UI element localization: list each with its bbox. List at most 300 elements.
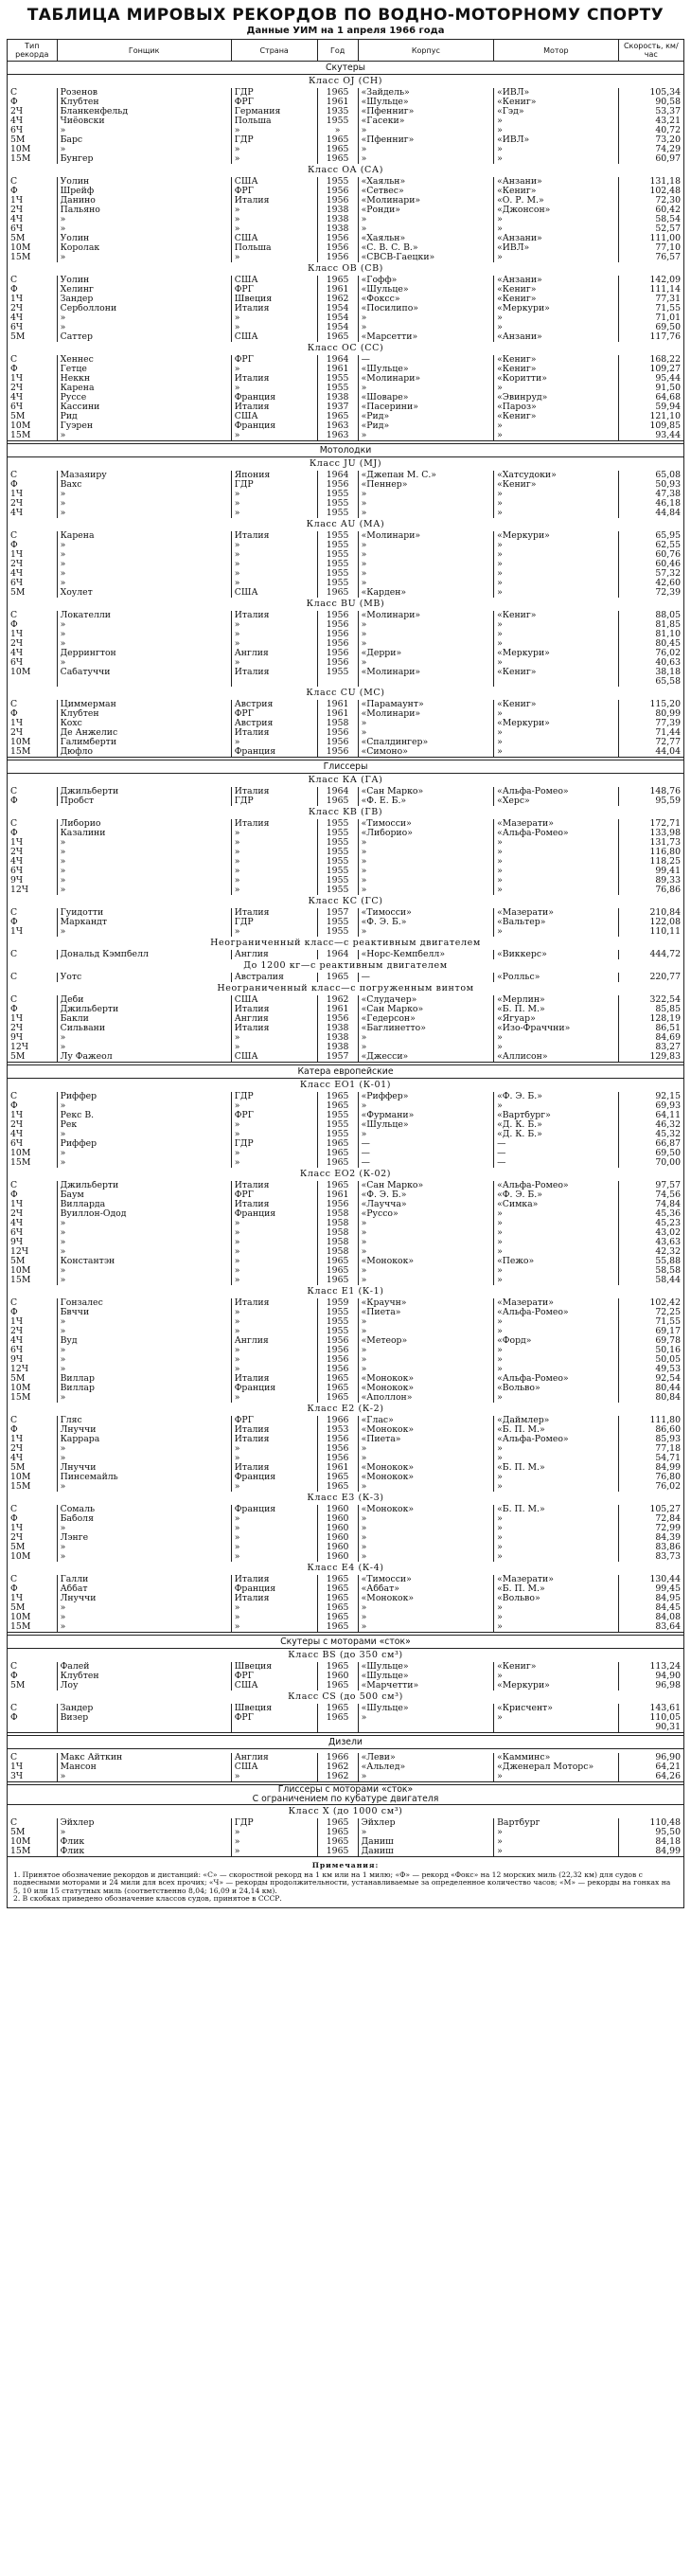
class-title: Класс EO2 (К-02) — [8, 1168, 684, 1181]
cell-speed: 84,69 — [618, 1033, 683, 1043]
cell-motor: — — [494, 1139, 619, 1149]
cell-country: » — [231, 490, 317, 499]
cell-motor: «Анзани» — [494, 177, 619, 187]
class-header — [8, 1805, 684, 1819]
cell-speed: 115,20 — [618, 700, 683, 709]
cell-country: Италия — [231, 1575, 317, 1584]
cell-hull: » — [358, 541, 493, 550]
cell-country: Италия — [231, 1374, 317, 1384]
cell-year: 1965 — [317, 88, 358, 98]
cell-year: 1965 — [317, 145, 358, 154]
cell-speed: 81,10 — [618, 630, 683, 639]
cell-country: США — [231, 276, 317, 285]
cell-hull: » — [358, 1613, 493, 1622]
class-header — [8, 75, 684, 89]
cell-record-type: 10М — [8, 1613, 58, 1622]
cell-motor: — — [494, 1158, 619, 1168]
cell-racer: Вилларда — [57, 1200, 231, 1209]
cell-country: Франция — [231, 1209, 317, 1219]
cell-motor: «Ф. Э. Б.» — [494, 1190, 619, 1200]
cell-year: 1965 — [317, 1828, 358, 1837]
cell-racer: Хелинг — [57, 285, 231, 295]
cell-motor: «Альфа-Ромео» — [494, 1435, 619, 1444]
cell-speed: 65,58 — [618, 677, 683, 687]
cell-country: » — [231, 499, 317, 509]
cell-motor: » — [494, 313, 619, 323]
cell-year: 1955 — [317, 819, 358, 829]
cell-record-type: Ф — [8, 918, 58, 927]
table-row — [8, 1662, 684, 1672]
cell-motor: » — [494, 1209, 619, 1219]
cell-motor: «Меркури» — [494, 304, 619, 313]
cell-motor: «Альфа-Ромео» — [494, 1308, 619, 1317]
cell-hull: «Тимосси» — [358, 819, 493, 829]
cell-year: 1955 — [317, 579, 358, 588]
cell-speed: 86,51 — [618, 1024, 683, 1033]
cell-motor: » — [494, 1672, 619, 1681]
cell-year: 1956 — [317, 1200, 358, 1209]
cell-speed: 64,11 — [618, 1111, 683, 1120]
class-title: Класс BS (до 350 см³) — [8, 1649, 684, 1663]
cell-record-type: С — [8, 355, 58, 365]
cell-motor: » — [494, 1317, 619, 1327]
cell-speed: 71,44 — [618, 728, 683, 738]
cell-year: 1956 — [317, 196, 358, 206]
cell-country: Франция — [231, 1384, 317, 1393]
table-row — [8, 1043, 684, 1052]
table-row — [8, 1444, 684, 1454]
table-row — [8, 1594, 684, 1603]
cell-year: 1955 — [317, 848, 358, 857]
cell-hull: — — [358, 1139, 493, 1149]
cell-motor: » — [494, 1533, 619, 1543]
cell-record-type: С — [8, 1181, 58, 1190]
cell-hull: » — [358, 313, 493, 323]
cell-racer: » — [57, 509, 231, 518]
cell-racer: » — [57, 1524, 231, 1533]
cell-year — [317, 1723, 358, 1733]
cell-record-type: С — [8, 787, 58, 796]
cell-racer: » — [57, 639, 231, 649]
cell-racer: » — [57, 1603, 231, 1613]
cell-country: ФРГ — [231, 285, 317, 295]
cell-hull: «Пеннер» — [358, 480, 493, 490]
cell-country: » — [231, 126, 317, 135]
cell-record-type: С — [8, 1753, 58, 1762]
cell-speed: 168,22 — [618, 355, 683, 365]
note-2: 2. В скобках приведено обозначение классов судов, принятое в СССР. — [13, 1894, 282, 1904]
cell-motor: » — [494, 848, 619, 857]
cell-hull: » — [358, 1276, 493, 1285]
cell-record-type: С — [8, 471, 58, 480]
cell-hull: «Рид» — [358, 421, 493, 431]
cell-speed: 322,54 — [618, 995, 683, 1005]
cell-record-type: 10М — [8, 243, 58, 253]
cell-year: 1960 — [317, 1514, 358, 1524]
cell-country: Польша — [231, 116, 317, 126]
cell-year: 1956 — [317, 728, 358, 738]
cell-speed: 77,39 — [618, 719, 683, 728]
cell-speed: 73,20 — [618, 135, 683, 145]
cell-motor: «ИВЛ» — [494, 88, 619, 98]
cell-racer: Риффер — [57, 1139, 231, 1149]
cell-year: 1956 — [317, 234, 358, 243]
cell-racer: Макс Айткин — [57, 1753, 231, 1762]
cell-speed: 45,36 — [618, 1209, 683, 1219]
cell-racer: Клубтен — [57, 98, 231, 107]
cell-speed: 92,54 — [618, 1374, 683, 1384]
cell-country: » — [231, 1613, 317, 1622]
cell-racer: Рекс В. — [57, 1111, 231, 1120]
cell-racer: Сабатуччи — [57, 668, 231, 677]
cell-motor: «О. Р. М.» — [494, 196, 619, 206]
cell-country: » — [231, 848, 317, 857]
cell-racer: » — [57, 1828, 231, 1837]
cell-hull: » — [358, 630, 493, 639]
section-title: Катера европейские — [8, 1065, 684, 1079]
cell-racer: » — [57, 126, 231, 135]
table-row — [8, 332, 684, 342]
cell-speed: 71,55 — [618, 1317, 683, 1327]
class-header — [8, 937, 684, 950]
cell-hull: » — [358, 1828, 493, 1837]
cell-speed: 71,01 — [618, 313, 683, 323]
cell-country: » — [231, 658, 317, 668]
cell-country: » — [231, 1482, 317, 1492]
cell-speed: 84,45 — [618, 1603, 683, 1613]
cell-year: 1965 — [317, 1662, 358, 1672]
table-row — [8, 1092, 684, 1101]
cell-racer: Пальяно — [57, 206, 231, 215]
cell-speed: 72,25 — [618, 1308, 683, 1317]
cell-racer: » — [57, 876, 231, 886]
cell-record-type: 2Ч — [8, 499, 58, 509]
cell-motor: » — [494, 630, 619, 639]
cell-speed: 105,34 — [618, 88, 683, 98]
cell-country: » — [231, 838, 317, 848]
cell-hull: — — [358, 355, 493, 365]
cell-country: » — [231, 1219, 317, 1228]
cell-year: 1956 — [317, 639, 358, 649]
cell-speed: 130,44 — [618, 1575, 683, 1584]
class-header — [8, 342, 684, 355]
cell-racer: Хоулет — [57, 588, 231, 598]
cell-speed: 90,31 — [618, 1723, 683, 1733]
table-row — [8, 276, 684, 285]
cell-motor: «Эвинруд» — [494, 393, 619, 402]
cell-country: » — [231, 145, 317, 154]
cell-racer: Чиёовски — [57, 116, 231, 126]
cell-motor: «Кениг» — [494, 365, 619, 374]
cell-year: 1956 — [317, 1435, 358, 1444]
section-header — [8, 62, 684, 75]
table-row — [8, 224, 684, 234]
cell-racer: Клубтен — [57, 1672, 231, 1681]
cell-racer: Лнуччи — [57, 1463, 231, 1473]
cell-racer: Визер — [57, 1713, 231, 1723]
cell-hull: » — [358, 876, 493, 886]
cell-racer: Аббат — [57, 1584, 231, 1594]
table-row — [8, 1622, 684, 1633]
cell-racer: » — [57, 1228, 231, 1238]
cell-motor: » — [494, 1473, 619, 1482]
cell-year: 1966 — [317, 1753, 358, 1762]
class-header — [8, 1562, 684, 1575]
table-row — [8, 154, 684, 164]
cell-motor: » — [494, 1365, 619, 1374]
cell-hull: Даниш — [358, 1837, 493, 1847]
table-row — [8, 499, 684, 509]
cell-country: Италия — [231, 1425, 317, 1435]
cell-racer: Лэнге — [57, 1533, 231, 1543]
cell-year: 1960 — [317, 1533, 358, 1543]
cell-record-type: 4Ч — [8, 393, 58, 402]
cell-year: 1955 — [317, 876, 358, 886]
table-row — [8, 848, 684, 857]
table-row — [8, 1101, 684, 1111]
cell-hull: «Сан Марко» — [358, 787, 493, 796]
table-row — [8, 1308, 684, 1317]
cell-country: Англия — [231, 1014, 317, 1024]
cell-year: 1955 — [317, 867, 358, 876]
cell-hull: «Баглинетто» — [358, 1024, 493, 1033]
cell-record-type: 15М — [8, 1622, 58, 1633]
cell-hull: » — [358, 1228, 493, 1238]
cell-hull: » — [358, 1346, 493, 1355]
table-row — [8, 1209, 684, 1219]
cell-year: 1938 — [317, 224, 358, 234]
cell-record-type: Ф — [8, 541, 58, 550]
cell-hull: » — [358, 1524, 493, 1533]
cell-year: 1965 — [317, 1818, 358, 1828]
cell-hull: » — [358, 431, 493, 441]
cell-hull: «Метеор» — [358, 1336, 493, 1346]
cell-country: ГДР — [231, 135, 317, 145]
cell-racer: Эйхлер — [57, 1818, 231, 1828]
cell-speed: 54,71 — [618, 1454, 683, 1463]
cell-speed: 43,63 — [618, 1238, 683, 1247]
cell-racer: » — [57, 1454, 231, 1463]
cell-country — [231, 677, 317, 687]
cell-year: 1956 — [317, 480, 358, 490]
table-row — [8, 1219, 684, 1228]
cell-year: 1961 — [317, 1005, 358, 1014]
cell-motor: «Хатсудоки» — [494, 471, 619, 480]
table-row — [8, 285, 684, 295]
cell-speed: 38,18 — [618, 668, 683, 677]
cell-year — [317, 677, 358, 687]
cell-year: 1961 — [317, 709, 358, 719]
cell-record-type: 5М — [8, 234, 58, 243]
cell-year: 1954 — [317, 323, 358, 332]
table-row — [8, 107, 684, 116]
cell-year: 1960 — [317, 1672, 358, 1681]
cell-record-type: 4Ч — [8, 1219, 58, 1228]
cell-racer: Сильвани — [57, 1024, 231, 1033]
cell-motor: «Б. П. М.» — [494, 1505, 619, 1514]
cell-country: » — [231, 1772, 317, 1782]
cell-racer: Бланкенфельд — [57, 107, 231, 116]
cell-motor: «Альфа-Ромео» — [494, 829, 619, 838]
cell-hull: «Гофф» — [358, 276, 493, 285]
cell-hull: «Молинари» — [358, 196, 493, 206]
cell-motor: «Кениг» — [494, 611, 619, 620]
table-row — [8, 620, 684, 630]
table-row — [8, 728, 684, 738]
cell-racer: » — [57, 848, 231, 857]
cell-speed: 94,90 — [618, 1672, 683, 1681]
class-title: Класс JU (МJ) — [8, 457, 684, 472]
cell-country: ФРГ — [231, 98, 317, 107]
cell-country: ФРГ — [231, 1416, 317, 1425]
cell-year: 1965 — [317, 1181, 358, 1190]
cell-record-type: Ф — [8, 1584, 58, 1594]
cell-record-type: 1Ч — [8, 1111, 58, 1120]
table-row — [8, 1247, 684, 1257]
cell-country: Италия — [231, 908, 317, 918]
table-row — [8, 471, 684, 480]
cell-country: Италия — [231, 1005, 317, 1014]
cell-racer: » — [57, 1552, 231, 1562]
cell-speed: 83,73 — [618, 1552, 683, 1562]
cell-hull: «Сетвес» — [358, 187, 493, 196]
cell-speed: 110,05 — [618, 1713, 683, 1723]
cell-country: ФРГ — [231, 187, 317, 196]
cell-record-type: 15М — [8, 1158, 58, 1168]
cell-speed: 97,57 — [618, 1181, 683, 1190]
cell-motor: «Симка» — [494, 1200, 619, 1209]
cell-motor: «Кениг» — [494, 668, 619, 677]
cell-hull: «Посилипо» — [358, 304, 493, 313]
cell-speed: 76,80 — [618, 1473, 683, 1482]
cell-country: » — [231, 829, 317, 838]
cell-record-type: 1Ч — [8, 630, 58, 639]
cell-racer: Гуидотти — [57, 908, 231, 918]
cell-record-type: 10М — [8, 1266, 58, 1276]
cell-record-type: Ф — [8, 1672, 58, 1681]
cell-country: » — [231, 630, 317, 639]
cell-motor: » — [494, 431, 619, 441]
cell-record-type: С — [8, 1575, 58, 1584]
cell-racer: » — [57, 630, 231, 639]
cell-year: 1960 — [317, 1505, 358, 1514]
cell-year: 1957 — [317, 1052, 358, 1063]
cell-racer: Серболлони — [57, 304, 231, 313]
cell-record-type: 5М — [8, 412, 58, 421]
cell-speed: 69,50 — [618, 323, 683, 332]
cell-year: 1965 — [317, 1092, 358, 1101]
cell-speed: 55,88 — [618, 1257, 683, 1266]
cell-motor: » — [494, 1043, 619, 1052]
cell-year: 1956 — [317, 253, 358, 262]
cell-hull: «Монокок» — [358, 1257, 493, 1266]
cell-motor: «Коритти» — [494, 374, 619, 384]
cell-record-type — [8, 677, 58, 687]
cell-racer: » — [57, 1149, 231, 1158]
cell-motor: » — [494, 658, 619, 668]
cell-hull: » — [358, 1533, 493, 1543]
cell-country: Италия — [231, 402, 317, 412]
cell-record-type: 5М — [8, 1828, 58, 1837]
cell-hull: Эйхлер — [358, 1818, 493, 1828]
col-header-type: Тип рекорда — [8, 40, 58, 62]
cell-speed: 72,99 — [618, 1524, 683, 1533]
cell-year: 1962 — [317, 295, 358, 304]
cell-hull — [358, 1723, 493, 1733]
table-row — [8, 243, 684, 253]
cell-speed: 99,41 — [618, 867, 683, 876]
cell-year: 1965 — [317, 1584, 358, 1594]
table-row — [8, 1120, 684, 1130]
cell-racer: Бвччи — [57, 1308, 231, 1317]
cell-speed: 80,99 — [618, 709, 683, 719]
cell-racer: » — [57, 1482, 231, 1492]
cell-hull: «Монокок» — [358, 1425, 493, 1435]
cell-country: » — [231, 1444, 317, 1454]
cell-hull: » — [358, 1543, 493, 1552]
cell-country: Италия — [231, 728, 317, 738]
cell-motor — [494, 1723, 619, 1733]
cell-speed: 72,30 — [618, 196, 683, 206]
cell-speed: 92,15 — [618, 1092, 683, 1101]
cell-record-type: 4Ч — [8, 569, 58, 579]
table-row — [8, 1837, 684, 1847]
cell-motor: «Кениг» — [494, 355, 619, 365]
cell-record-type: 2Ч — [8, 848, 58, 857]
cell-speed: 89,33 — [618, 876, 683, 886]
cell-year: 1965 — [317, 796, 358, 806]
cell-speed: 111,80 — [618, 1416, 683, 1425]
table-body — [8, 62, 684, 1860]
cell-record-type: 2Ч — [8, 206, 58, 215]
cell-record-type: 1Ч — [8, 927, 58, 937]
cell-speed: 96,90 — [618, 1753, 683, 1762]
cell-racer: Розенов — [57, 88, 231, 98]
cell-hull: «Хаяльн» — [358, 177, 493, 187]
table-row — [8, 588, 684, 598]
cell-year: 1938 — [317, 1043, 358, 1052]
cell-hull: » — [358, 560, 493, 569]
table-row — [8, 98, 684, 107]
cell-country: » — [231, 206, 317, 215]
cell-motor: «Альфа-Ромео» — [494, 787, 619, 796]
table-row — [8, 196, 684, 206]
cell-hull: «Шульце» — [358, 1662, 493, 1672]
cell-racer: Королак — [57, 243, 231, 253]
table-row — [8, 253, 684, 262]
cell-hull: » — [358, 1219, 493, 1228]
cell-country: Италия — [231, 1463, 317, 1473]
cell-year: 1965 — [317, 1393, 358, 1403]
cell-motor: «Мазерати» — [494, 908, 619, 918]
cell-country: » — [231, 1533, 317, 1543]
cell-racer: Зандер — [57, 295, 231, 304]
cell-motor: » — [494, 1033, 619, 1043]
cell-motor: » — [494, 579, 619, 588]
cell-hull: » — [358, 1454, 493, 1463]
cell-speed: 60,76 — [618, 550, 683, 560]
cell-racer: » — [57, 1158, 231, 1168]
cell-year: 1962 — [317, 1762, 358, 1772]
table-row — [8, 819, 684, 829]
cell-year: 1958 — [317, 1238, 358, 1247]
table-row — [8, 1847, 684, 1857]
cell-country: » — [231, 1247, 317, 1257]
cell-speed: 90,58 — [618, 98, 683, 107]
cell-year: 1966 — [317, 1416, 358, 1425]
col-header-racer: Гонщик — [57, 40, 231, 62]
table-row — [8, 927, 684, 937]
